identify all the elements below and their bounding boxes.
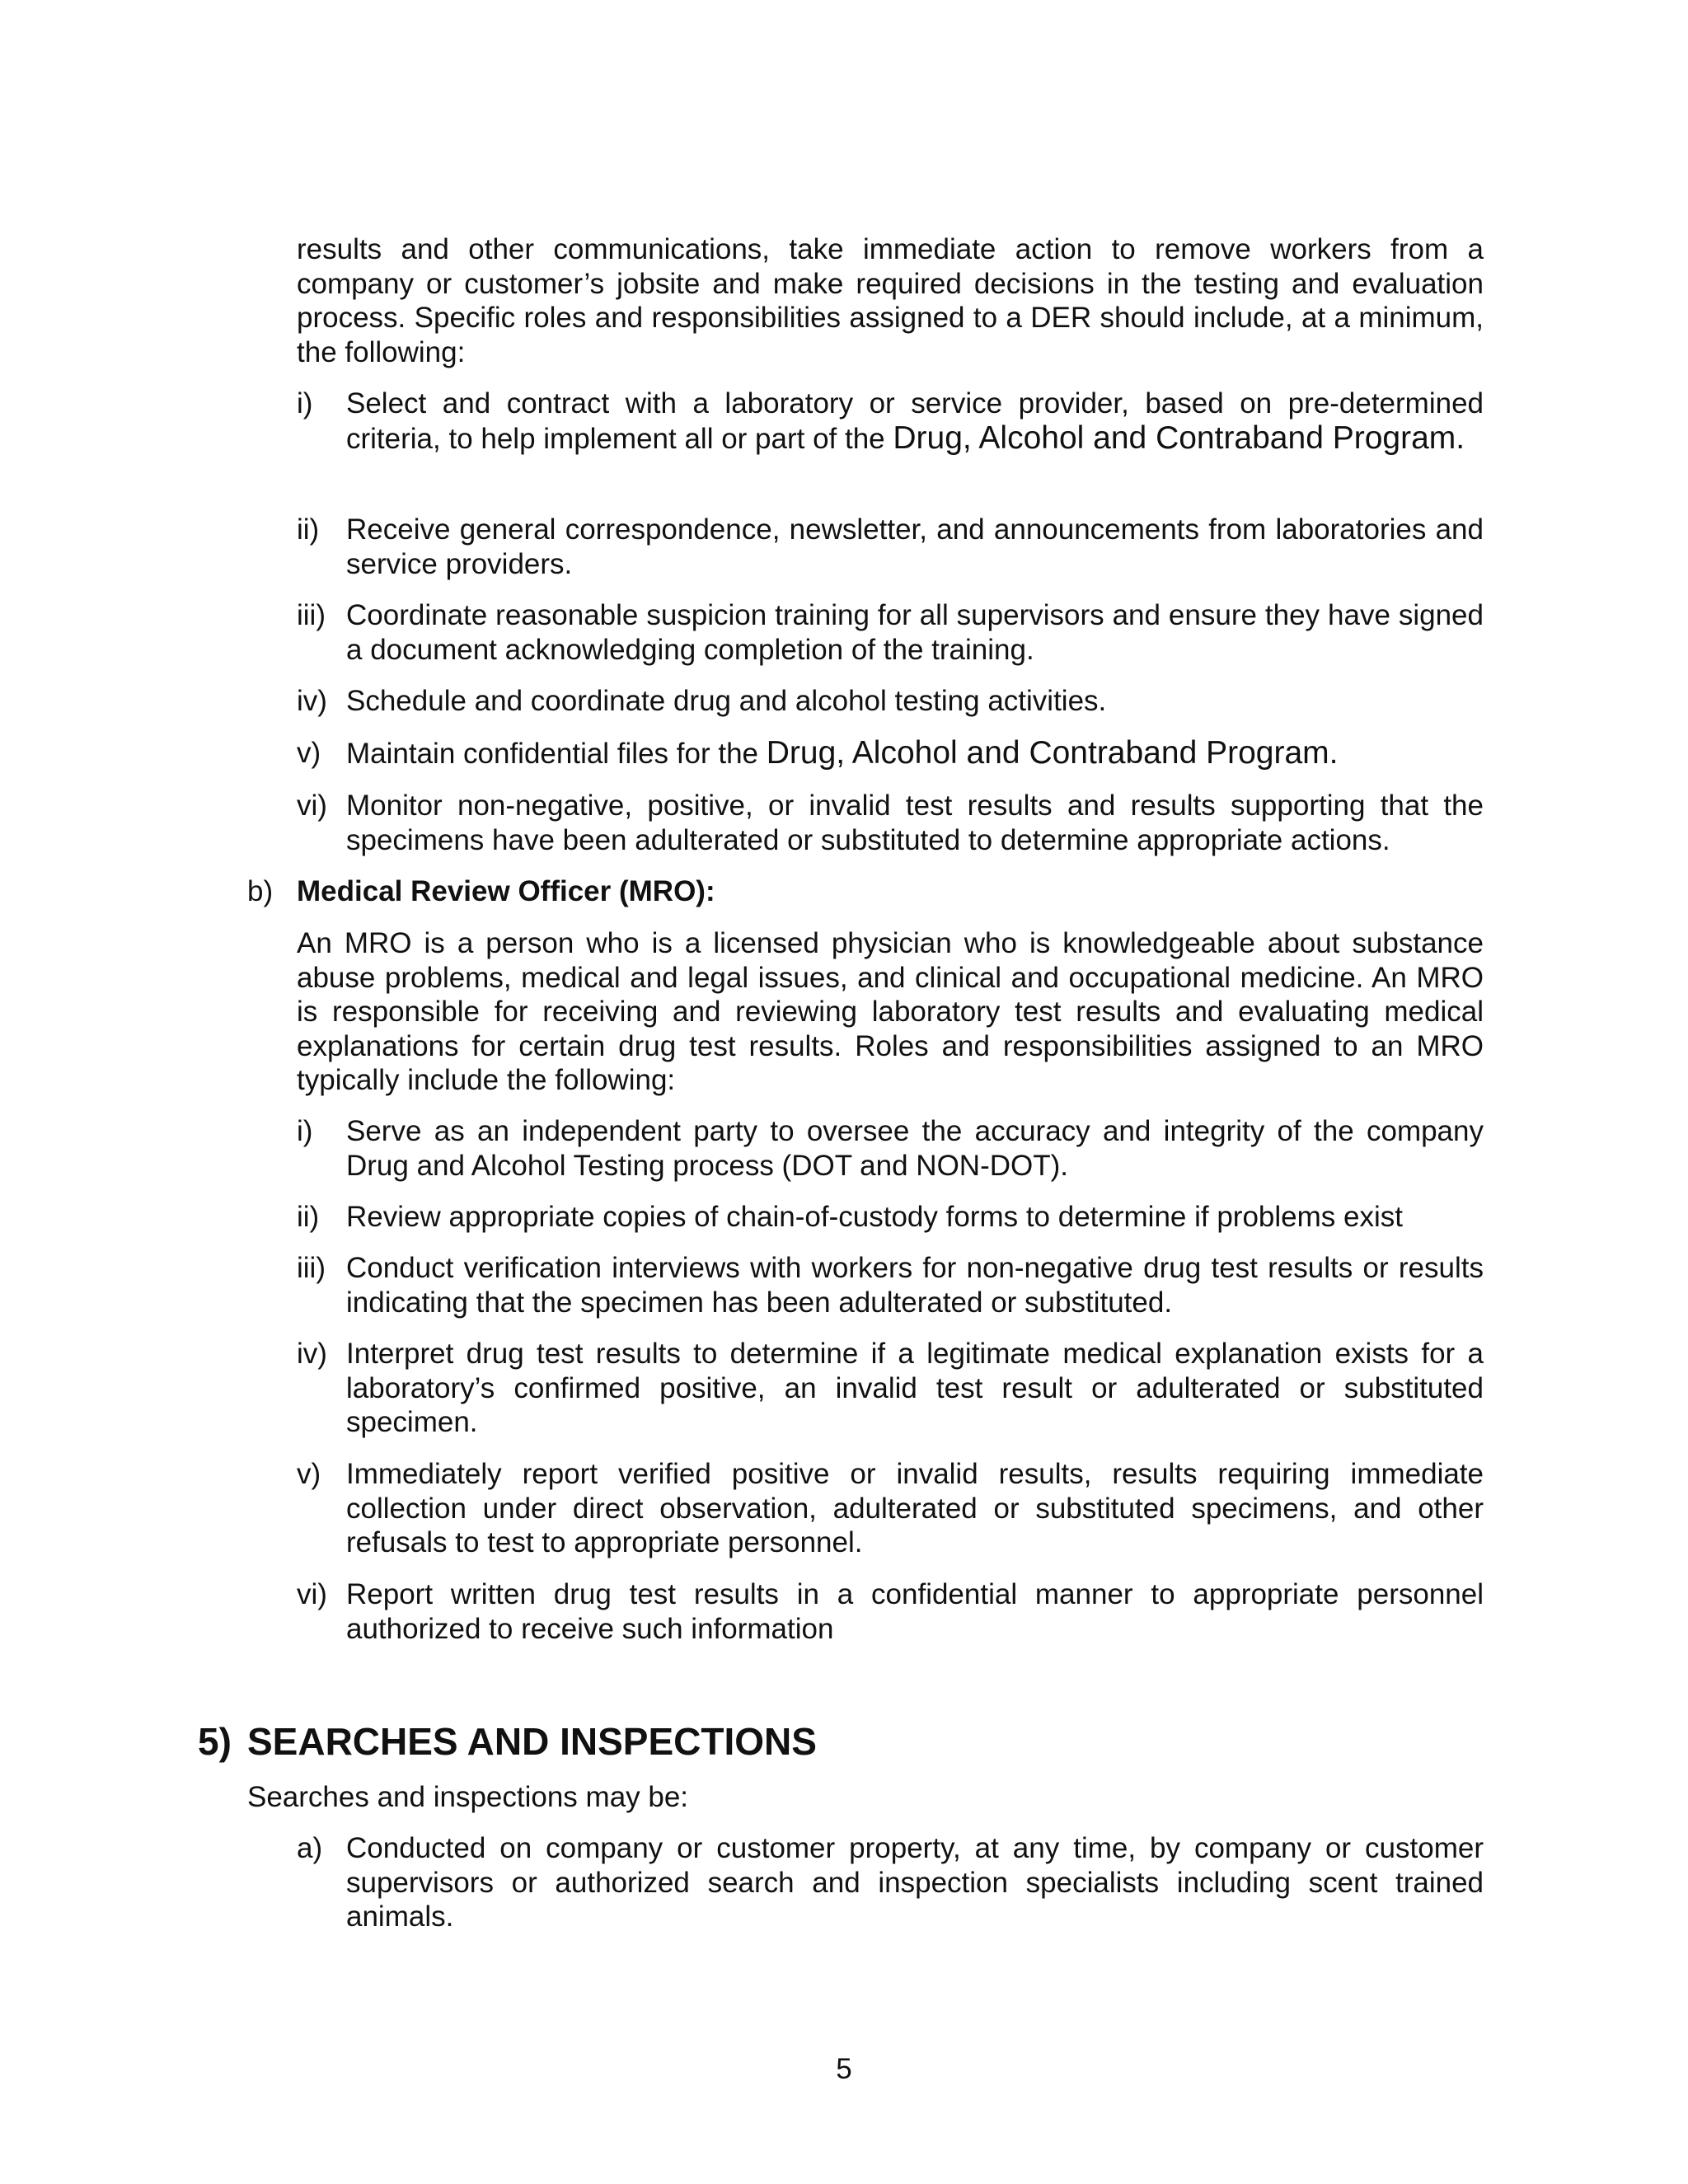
list-marker: i) [297,387,313,419]
list-marker: v) [297,737,321,769]
intro-paragraph: results and other communications, take immediate action to remove workers from a company or customer’s jobsite and make required decisions in the testing and evaluation process. Specific roles and responsibilities assigned to a DER should include, at a minimum, the following: [297,233,1484,368]
list-marker: vi) [297,1578,327,1610]
list-marker: ii) [297,513,320,546]
section-intro: Searches and inspections may be: [247,1781,689,1813]
der-item-2 [297,513,1484,581]
list-item-text-part: Maintain confidential files for the [346,738,767,770]
program-name: Drug, Alcohol and Contraband Program. [766,735,1339,771]
der-item-3 [297,598,1484,667]
mro-item-4 [297,1337,1484,1440]
list-item-text: Conducted on company or customer property, at any time, by company or customer supervisors or authorized search and inspection specialists including scent trained animals. [346,1832,1484,1933]
list-item-text: Interpret drug test results to determine if a legitimate medical explanation exists for a laboratory’s confirmed positive, an invalid test result or adulterated or substituted specimen. [346,1338,1484,1438]
list-marker: i) [297,1115,313,1147]
der-item-5 [297,736,1484,771]
list-item-text [346,736,1484,771]
program-name: Drug, Alcohol and Contraband Program. [893,419,1465,456]
list-item-text: Monitor non-negative, positive, or invalid test results and results supporting that the specimens have been adulterated or substituted to determine appropriate actions. [346,790,1484,856]
list-marker: v) [297,1458,321,1490]
list-marker: iii) [297,599,326,631]
list-marker: iii) [297,1252,326,1284]
mro-item-3 [297,1251,1484,1319]
der-item-1 [297,387,1484,456]
list-item-text [346,387,1484,456]
list-marker: iv) [297,1338,327,1370]
section-title: SEARCHES AND INSPECTIONS [247,1720,817,1763]
subsection-marker: b) [247,875,274,907]
list-item-text: Receive general correspondence, newsletter, and announcements from laboratories and service providers. [346,513,1484,580]
der-item-4 [297,684,1484,719]
search-item-a [297,1831,1484,1934]
mro-item-1 [297,1114,1484,1183]
list-item-text: Serve as an independent party to oversee the accuracy and integrity of the company Drug and Alcohol Testing process (DOT and NON-DOT). [346,1115,1484,1182]
list-marker: vi) [297,790,327,822]
list-marker: iv) [297,685,327,717]
list-item-text: Coordinate reasonable suspicion training for all supervisors and ensure they have signed a document acknowledging completion of the training. [346,599,1484,666]
list-item-text: Conduct verification interviews with workers for non-negative drug test results or results indicating that the specimen has been adulterated or substituted. [346,1252,1484,1319]
mro-item-5 [297,1457,1484,1560]
mro-item-2 [297,1200,1484,1235]
list-item-text: Review appropriate copies of chain-of-custody forms to determine if problems exist [346,1201,1403,1233]
subsection-title: Medical Review Officer (MRO): [297,875,715,907]
list-item-text: Immediately report verified positive or invalid results, results requiring immediate collection under direct observation, adulterated or substituted specimens, and other refusals to test to appropriate personnel. [346,1458,1484,1558]
list-item-text: Schedule and coordinate drug and alcohol testing activities. [346,685,1107,717]
section-heading [198,1719,817,1764]
mro-paragraph: An MRO is a person who is a licensed physician who is knowledgeable about substance abuse problems, medical and legal issues, and clinical and occupational medicine. An MRO is responsible for receiving and reviewing laboratory test results and evaluating medical explanations for certain drug test results. Roles and responsibilities assigned to an MRO typically include the following: [297,927,1484,1096]
list-marker: a) [297,1832,323,1864]
list-marker: ii) [297,1201,320,1233]
mro-subheading [247,874,715,909]
list-item-text: Report written drug test results in a confidential manner to appropriate personnel authorized to receive such information [346,1578,1484,1645]
list-item-text-part: Select and contract with a laboratory or service provider, based on pre-determined criteria, to help implement all or part of the [346,387,1484,455]
mro-item-6 [297,1577,1484,1646]
section-number: 5) [198,1720,232,1763]
page-number: 5 [836,2053,852,2085]
der-item-6 [297,789,1484,857]
